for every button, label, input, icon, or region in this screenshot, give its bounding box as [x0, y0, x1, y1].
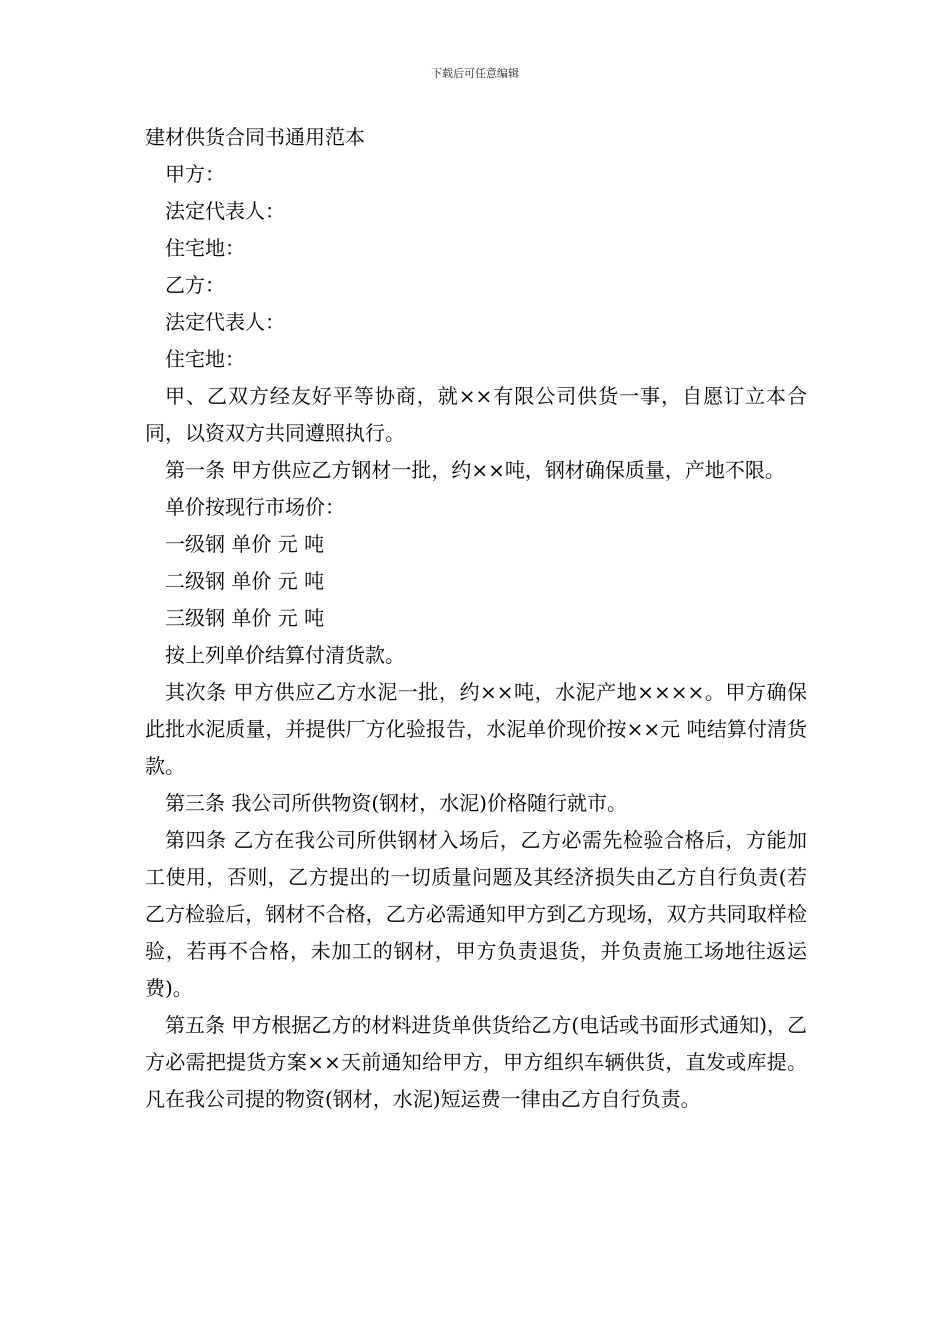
party-b-line: 乙方： — [165, 273, 225, 297]
article-2-paragraph: 其次条 甲方供应乙方水泥一批，约××吨，水泥产地××××。甲方确保此批水泥质量，并提供厂方化验报告，水泥单价现价按××元 吨结算付清货款。 — [145, 680, 807, 778]
party-b-address-line: 住宅地： — [165, 347, 245, 371]
article-4-paragraph: 第四条 乙方在我公司所供钢材入场后，乙方必需先检验合格后，方能加工使用，否则，乙方提出的一切质量问题及其经济损失由乙方自行负责(若乙方检验后，钢材不合格，乙方必需通知甲方到乙方现场，双方共同取样检验，若再不合格，未加工的钢材，甲方负责退货，并负责施工场地往返运费)。 — [145, 828, 807, 1000]
party-a-representative-line: 法定代表人： — [165, 199, 285, 223]
grade-1-steel-price: 一级钢 单价 元 吨 — [165, 532, 325, 556]
article-1-paragraph: 第一条 甲方供应乙方钢材一批，约××吨，钢材确保质量，产地不限。 — [165, 458, 785, 482]
article-3-paragraph: 第三条 我公司所供物资(钢材，水泥)价格随行就市。 — [165, 791, 627, 815]
grade-3-steel-price: 三级钢 单价 元 吨 — [165, 606, 325, 630]
party-a-address-line: 住宅地： — [165, 236, 245, 260]
document-title: 建材供货合同书通用范本 — [145, 125, 365, 149]
document-body — [145, 119, 807, 1118]
party-b-representative-line: 法定代表人： — [165, 310, 285, 334]
grade-2-steel-price: 二级钢 单价 元 吨 — [165, 569, 325, 593]
unit-price-heading: 单价按现行市场价： — [165, 495, 345, 519]
party-a-line: 甲方： — [165, 162, 225, 186]
article-5-paragraph: 第五条 甲方根据乙方的材料进货单供货给乙方(电话或书面形式通知)，乙方必需把提货方案××天前通知给甲方，甲方组织车辆供货，直发或库提。凡在我公司提的物资(钢材，水泥)短运费一律由乙方自行负责。 — [145, 1013, 807, 1111]
page-header-note: 下载后可任意编辑 — [431, 67, 519, 80]
settlement-line: 按上列单价结算付清货款。 — [165, 643, 405, 667]
preamble-paragraph: 甲、乙双方经友好平等协商，就××有限公司供货一事，自愿订立本合同，以资双方共同遵照执行。 — [145, 384, 807, 445]
